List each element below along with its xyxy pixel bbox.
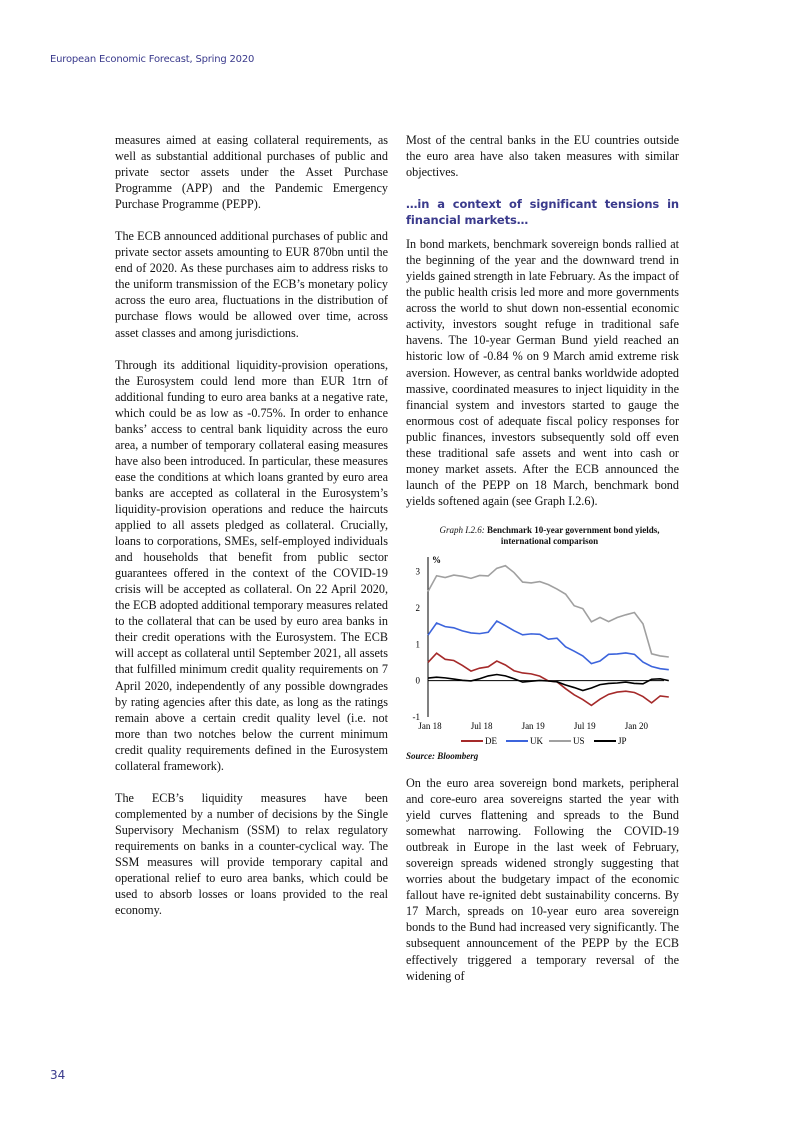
y-tick-label: 3 (415, 566, 420, 577)
legend-label: JP (618, 735, 627, 746)
y-tick-label: 1 (415, 639, 420, 650)
graph-label: Graph I.2.6: (439, 524, 485, 535)
left-column (115, 132, 388, 934)
paragraph: Through its additional liquidity-provision operations, the Eurosystem could lend more than EUR 1trn of additional funding to euro area banks at a negative rate, which could be as low as -0.75%. In order to enhance banks’ access to central bank liquidity across the euro area, a number of temporary collateral easing measures have also been introduced. In particular, these measures ease the conditions at which loans granted by euro area banks are accepted as collateral in the Eurosystem’s liquidity-provision operations and reduce the haircuts applied to all assets pledged as collateral. Crucially, loans to corporations, SMEs, self-employed individuals and households that benefit from public sector guarantees offered in the context of the COVID-19 crisis will be accepted as collateral. On 22 April 2020, the ECB adopted additional temporary measures related to the collateral that can be used by euro area banks in their credit operations with the Eurosystem. The ECB will accept as collateral until September 2021, all assets that fulfilled minimum credit quality requirements on 7 April 2020, independently of any possible downgrades by rating agencies after this date, as long as the ratings remain above a certain credit quality level (i.e. not more than two notches below the current minimum credit quality requirements defined in the Eurosystem collateral framework). (115, 357, 388, 773)
series-line-jp (428, 674, 669, 690)
paragraph: On the euro area sovereign bond markets, peripheral and core-euro area sovereigns started the year with yield curves flattening and spreads to the Bund somewhat narrowing. Following the COVID-19 outbreak in Europe in the last week of February, sovereign spreads widened strongly suggesting that worries about the budgetary impact of the economic fallout have re-ignited debt sustainability concerns. By 17 March, spreads on 10-year euro area sovereign bonds to the Bund had increased very significantly. The subsequent announcement of the PEPP by the ECB effectively triggered a temporary reversal of the widening of (406, 775, 679, 983)
running-header: European Economic Forecast, Spring 2020 (50, 54, 255, 65)
series-line-de (428, 653, 669, 705)
paragraph: In bond markets, benchmark sovereign bonds rallied at the beginning of the year and the downward trend in yields gained strength in late February. As the impact of the public health crisis led more and more governments across the world to shut down non-essential economic activity, investors sought refuge in traditional safe havens. The 10-year German Bund yield reached an historic low of -0.84 % on 9 March amid extreme risk aversion. However, as central banks worldwide adopted massive, coordinated measures to inject liquidity in the financial system and investors started to gauge the enormous cost of adequate fiscal policy responses for public finances, investors subsequently sold off even these traditional safe assets and went into cash or money market assets. After the ECB announced the launch of the PEPP on 18 March, benchmark bond yields softened again (see Graph I.2.6). (406, 237, 679, 508)
paragraph: The ECB announced additional purchases of public and private sector assets amounting to EUR 870bn until the end of 2020. As these purchases aim to address risks to the uniform transmission of the ECB’s monetary policy across the euro area, fluctuations in the distribution of purchase flows would be allowed over time, across asset classes and among jurisdictions. (115, 229, 388, 340)
paragraph: The ECB’s liquidity measures have been complemented by a number of decisions by the Single Supervisory Mechanism (SSM) to relax regulatory requirements on banks in a counter-cyclical way. The SSM measures will provide temporary capital and operational relief to euro area banks, which could be used to absorb losses or loans provided to the real economy. (115, 790, 388, 918)
line-chart (406, 547, 679, 747)
x-tick-label: Jan 18 (418, 720, 442, 731)
y-axis-label: % (432, 554, 441, 565)
series-line-uk (428, 621, 669, 670)
graph-title (420, 525, 679, 547)
series-line-us (428, 566, 669, 657)
x-tick-label: Jan 20 (624, 720, 649, 731)
right-column (406, 132, 679, 1000)
x-tick-label: Jan 19 (521, 720, 545, 731)
paragraph: Most of the central banks in the EU countries outside the euro area have also taken measures with similar objectives. (406, 133, 679, 180)
paragraph: measures aimed at easing collateral requirements, as well as substantial additional purchases of public and private sector assets under the Asset Purchase Programme (APP) and the Pandemic Emergency Purchase Programme (PEPP). (115, 133, 388, 212)
graph-title-text: Benchmark 10-year government bond yields, international comparison (486, 524, 660, 546)
x-tick-label: Jul 19 (573, 720, 596, 731)
y-tick-label: 2 (415, 602, 420, 613)
legend-label: DE (485, 735, 497, 746)
graph-source: Source: Bloomberg (406, 750, 479, 761)
graph-bond-yields (406, 525, 679, 761)
legend-label: UK (530, 735, 543, 746)
section-heading: …in a context of significant tensions in financial markets… (406, 197, 679, 228)
y-tick-label: 0 (415, 675, 420, 686)
x-tick-label: Jul 18 (470, 720, 493, 731)
page-number: 34 (50, 1068, 66, 1082)
y-tick-label: -1 (412, 711, 420, 722)
legend-label: US (573, 735, 585, 746)
